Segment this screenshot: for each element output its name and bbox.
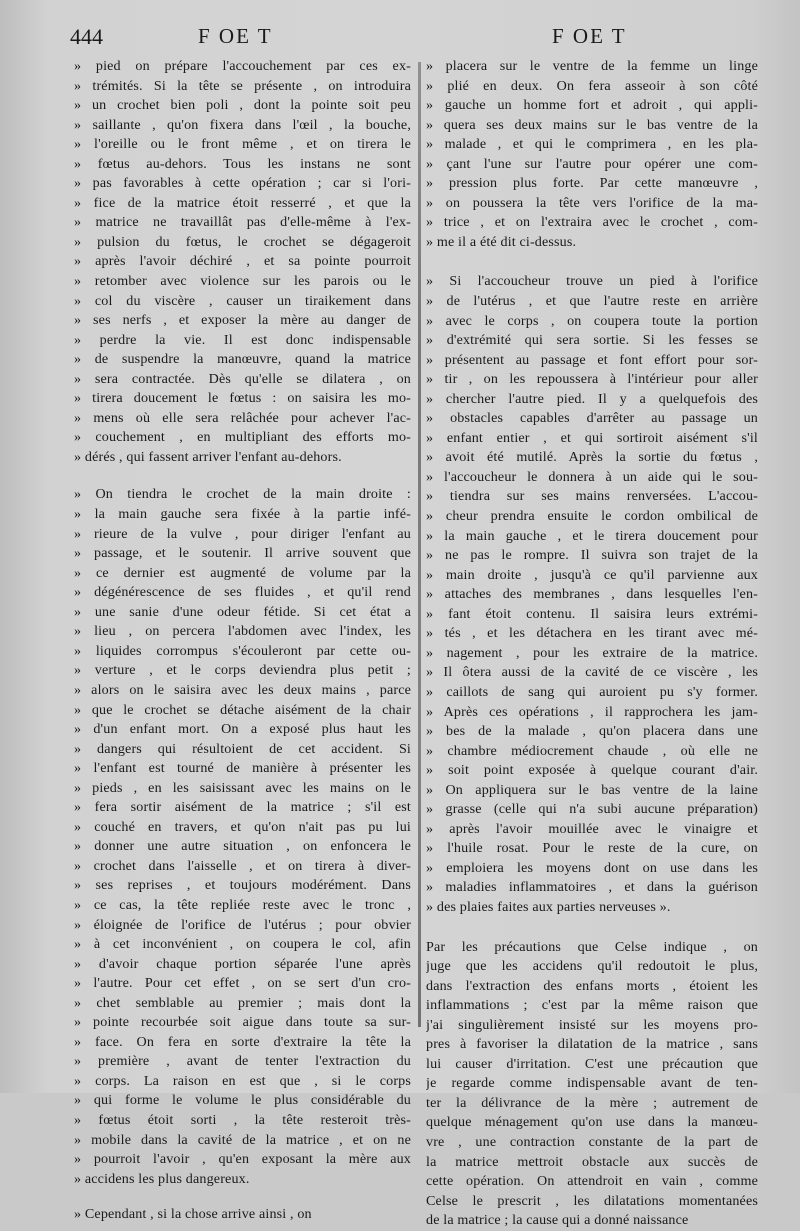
- text-line: » attaches des membranes , dans lesquelles l'en-: [426, 586, 758, 603]
- text-line: » avec le corps , on coupera toute la portion: [426, 312, 758, 329]
- paragraph: [426, 938, 758, 1231]
- text-line: ter la délivrance de la mère ; autrement de: [426, 1094, 758, 1111]
- text-line: » pression plus forte. Par cette manœuvre ,: [426, 175, 758, 192]
- text-line: » pieds , en les saisissant avec les mains on le: [74, 779, 411, 796]
- text-line: » qui forme le volume le plus considérable du: [74, 1092, 411, 1109]
- text-line: » fice de la matrice étoit resserré , et que la: [74, 194, 411, 211]
- text-line: » passage, et le soutenir. Il arrive souvent que: [74, 545, 411, 562]
- column-divider: [418, 62, 421, 1027]
- text-line: » on poussera la tête vers l'orifice de la ma-: [426, 194, 758, 211]
- text-line: » mens où elle sera relâchée pour achever l'ac-: [74, 409, 411, 426]
- text-line: » Si l'accoucheur trouve un pied à l'orifice: [426, 273, 758, 290]
- text-line: » trémités. Si la tête se présente , on introduira: [74, 77, 411, 94]
- text-line: » bes de la malade , qu'on placera dans une: [426, 723, 758, 740]
- text-line: » fœtus au-dehors. Tous les instans ne sont: [74, 155, 411, 172]
- text-line: » d'extrémité qui sera sortie. Si les fesses se: [426, 332, 758, 349]
- page-header: [0, 22, 800, 52]
- text-line: Par les précautions que Celse indique , on: [426, 938, 758, 955]
- text-line: » couché en travers, et qu'on n'ait pas pu lui: [74, 818, 411, 835]
- text-line: » alors on le saisira avec les deux mains , parce: [74, 681, 411, 698]
- text-line: » me il a été dit ci-dessus.: [426, 233, 577, 250]
- text-line: » accidens les plus dangereux.: [74, 1170, 250, 1187]
- text-line: » à cet inconvénient , on coupera le col, afin: [74, 936, 411, 953]
- text-line: » de l'utérus , et que l'autre reste en arrière: [426, 293, 758, 310]
- text-line: » Il ôtera aussi de la cavité de ce viscère , les: [426, 664, 758, 681]
- text-line: » pourroit l'avoir , qu'en exposant la mère aux: [74, 1151, 411, 1168]
- text-line: » dérés , qui fassent arriver l'enfant au-dehors.: [74, 448, 342, 465]
- text-line: » saillante , qu'on fixera dans l'œil , la bouche,: [74, 116, 411, 133]
- text-line: » çant l'une sur l'autre pour opérer une com-: [426, 155, 758, 172]
- text-line: » ce cas, la tête repliée reste avec le tronc ,: [74, 896, 411, 913]
- text-line: » plié en deux. On fera asseoir à son côté: [426, 77, 758, 94]
- text-line: » nagement , pour les extraire de la matrice.: [426, 644, 758, 661]
- text-line: pres à favoriser la dilatation de la matrice , sans: [426, 1036, 758, 1053]
- text-line: » liquides corrompus s'écouleront par cette ou-: [74, 642, 411, 659]
- paragraph-gap: [74, 467, 411, 485]
- text-line: » ses nerfs , et exposer la mère au danger de: [74, 312, 411, 329]
- text-line: Celse le prescrit , les dilatations momentanées: [426, 1192, 758, 1209]
- text-line: » gauche un homme fort et adroit , qui appli-: [426, 97, 758, 114]
- text-line: » face. On fera en sorte d'extraire la tête la: [74, 1033, 411, 1050]
- text-line: » chercher l'autre pied. Il y a quelquefois des: [426, 390, 758, 407]
- text-line: » placera sur le ventre de la femme un linge: [426, 58, 758, 74]
- text-line: juge que les accidens qu'il redoutoit le plus,: [426, 958, 758, 975]
- text-line: » de suspendre la manœuvre, quand la matrice: [74, 351, 411, 368]
- text-line: » enfant entier , et qui sortiroit aisément s'il: [426, 429, 758, 446]
- text-line: » la main gauche , et le tirera doucement pour: [426, 527, 758, 544]
- text-line: » On appliquera sur le bas ventre de la laine: [426, 781, 758, 798]
- text-line: » d'un enfant mort. On a exposé plus haut les: [74, 721, 411, 738]
- text-line: » l'autre. Pour cet effet , on se sert d'un cro-: [74, 975, 411, 992]
- text-line: » lieu , on percera l'abdomen avec l'index, les: [74, 623, 411, 640]
- text-line: » trice , et on l'extraira avec le crochet , com-: [426, 214, 758, 231]
- text-line: » emploiera les moyens dont on use dans les: [426, 859, 758, 876]
- text-line: » fant étoit contenu. Il saisira leurs extrémi-: [426, 605, 758, 622]
- text-line: vre , une contraction constante de la part de: [426, 1133, 758, 1150]
- text-line: » quera ses deux mains sur le bas ventre de la: [426, 116, 758, 133]
- left-text-column: [74, 57, 411, 1225]
- text-line: » pointe recourbée soit aigue dans toute sa sur-: [74, 1014, 411, 1031]
- text-line: cette opération. On attendroit en vain , comme: [426, 1173, 758, 1190]
- text-line: » tir , on les repoussera à l'intérieur pour aller: [426, 371, 758, 388]
- text-line: » tiendra sur ses mains renversées. L'accou-: [426, 488, 758, 505]
- text-line: » retomber avec violence sur les parois ou le: [74, 273, 411, 290]
- text-line: » éloignée de l'orifice de l'utérus ; pour obvier: [74, 916, 411, 933]
- text-line: » chet semblable au premier ; mais dont la: [74, 994, 411, 1011]
- text-line: » dégénérescence de ses fluides , et qu'il rend: [74, 584, 411, 601]
- text-line: j'ai singulièrement insisté sur les moyens pro-: [426, 1016, 758, 1033]
- text-line: » pied on prépare l'accouchement par ces ex-: [74, 58, 411, 74]
- text-line: » On tiendra le crochet de la main droite :: [74, 486, 411, 503]
- text-line: » première , avant de tenter l'extraction du: [74, 1053, 411, 1070]
- paragraph-gap: [74, 1189, 411, 1205]
- text-line: » que le crochet se détache aisément de la chair: [74, 701, 411, 718]
- text-line: » cheur prendra ensuite le cordon ombilical de: [426, 508, 758, 525]
- text-line: » dangers qui résultoient de cet accident. Si: [74, 740, 411, 757]
- text-line: » rieure de la vulve , pour diriger l'enfant au: [74, 525, 411, 542]
- text-line: » fera sortir aisément de la matrice ; s'il est: [74, 799, 411, 816]
- text-line: » donner une autre situation , on enfoncera le: [74, 838, 411, 855]
- paragraph: [426, 272, 758, 917]
- text-line: quelque ménagement qu'on use dans la manœu-: [426, 1114, 758, 1131]
- text-line: » matrice ne travaillât pas d'elle-même à l'ex-: [74, 214, 411, 231]
- text-line: » après l'avoir déchiré , et sa pointe pourroit: [74, 253, 411, 270]
- text-line: » mobile dans la cavité de la matrice , et on ne: [74, 1131, 411, 1148]
- right-text-column: [426, 57, 758, 1231]
- text-line: » ce dernier est augmenté de volume par la: [74, 564, 411, 581]
- left-running-head: F OE T: [198, 24, 273, 48]
- text-line: lui causer d'irritation. C'est une précaution que: [426, 1055, 758, 1072]
- text-line: » l'huile rosat. Pour le reste de la cure, on: [426, 840, 758, 857]
- text-line: la matrice mettroit obstacle aux succès de: [426, 1153, 758, 1170]
- paragraph-gap: [426, 252, 758, 272]
- text-line: » tés , et les détachera en les tirant avec mé-: [426, 625, 758, 642]
- paragraph: [74, 485, 411, 1189]
- text-line: de la matrice ; la cause qui a donné naissance: [426, 1212, 689, 1229]
- text-line: » avoit été mutilé. Après la sortie du fœtus ,: [426, 449, 758, 466]
- text-line: » ne pas le rompre. Il suivra son trajet de la: [426, 547, 758, 564]
- paragraph: [426, 57, 758, 252]
- text-line: » l'enfant est tourné de manière à présenter les: [74, 760, 411, 777]
- text-line: » l'accoucheur le donnera à un aide qui le sou-: [426, 468, 758, 485]
- page-number: 444: [70, 24, 103, 49]
- text-line: dans l'extraction des enfans morts , étoient les: [426, 977, 758, 994]
- text-line: » obstacles capables d'arrêter au passage un: [426, 410, 758, 427]
- right-running-head: F OE T: [552, 24, 627, 48]
- text-line: » verture , et le corps deviendra plus petit ;: [74, 662, 411, 679]
- text-line: » crochet dans l'aisselle , et on tirera à diver-: [74, 857, 411, 874]
- text-line: » la main gauche sera fixée à la partie infé-: [74, 506, 411, 523]
- text-line: » maladies inflammatoires , et dans la guérison: [426, 879, 758, 896]
- text-line: » Cependant , si la chose arrive ainsi , on: [74, 1206, 312, 1223]
- paragraph-gap: [426, 918, 758, 938]
- text-line: inflammations ; c'est par la même raison que: [426, 997, 758, 1014]
- text-line: » corps. La raison en est que , si le corps: [74, 1072, 411, 1089]
- text-line: » grasse (celle qui n'a subi aucune préparation): [426, 801, 758, 818]
- text-line: » tirera doucement le fœtus : on saisira les mo-: [74, 390, 411, 407]
- text-line: je regarde comme indispensable avant de ten-: [426, 1075, 758, 1092]
- text-line: » présentent au passage et font effort pour sor-: [426, 351, 758, 368]
- text-line: » l'oreille ou le front même , et on tirera le: [74, 136, 411, 153]
- text-line: » soit point exposée à quelque courant d'air.: [426, 762, 758, 779]
- text-line: » Après ces opérations , il rapprochera les jam-: [426, 703, 758, 720]
- text-line: » un crochet bien poli , dont la pointe soit peu: [74, 97, 411, 114]
- text-line: » fœtus étoit sorti , la tête resteroit très-: [74, 1111, 411, 1128]
- text-line: » pas favorables à cette opération ; car si l'ori-: [74, 175, 411, 192]
- text-line: » col du viscère , causer un tiraikement dans: [74, 292, 411, 309]
- text-line: » après l'avoir mouillée avec le vinaigre et: [426, 820, 758, 837]
- text-line: » ses reprises , et toujours modérément. Dans: [74, 877, 411, 894]
- text-line: » couchement , en multipliant des efforts mo-: [74, 429, 411, 446]
- text-line: » chambre médiocrement chaude , où elle ne: [426, 742, 758, 759]
- text-line: » pulsion du fœtus, le crochet se dégageroit: [74, 233, 411, 250]
- paragraph: [74, 1205, 411, 1225]
- text-line: » une sanie d'une odeur fétide. Si cet état a: [74, 603, 411, 620]
- text-line: » perdre la vie. Il est donc indispensable: [74, 331, 411, 348]
- paragraph: [74, 57, 411, 467]
- text-line: » sera contractée. Dès qu'elle se dilatera , on: [74, 370, 411, 387]
- text-line: » caillots de sang qui auroient pu s'y former.: [426, 683, 758, 700]
- text-line: » d'avoir chaque portion séparée l'une après: [74, 955, 411, 972]
- text-line: » malade , et qui le comprimera , en les pla-: [426, 136, 758, 153]
- text-line: » des plaies faites aux parties nerveuses ».: [426, 898, 671, 915]
- text-line: » main droite , jusqu'à ce qu'il parvienne aux: [426, 566, 758, 583]
